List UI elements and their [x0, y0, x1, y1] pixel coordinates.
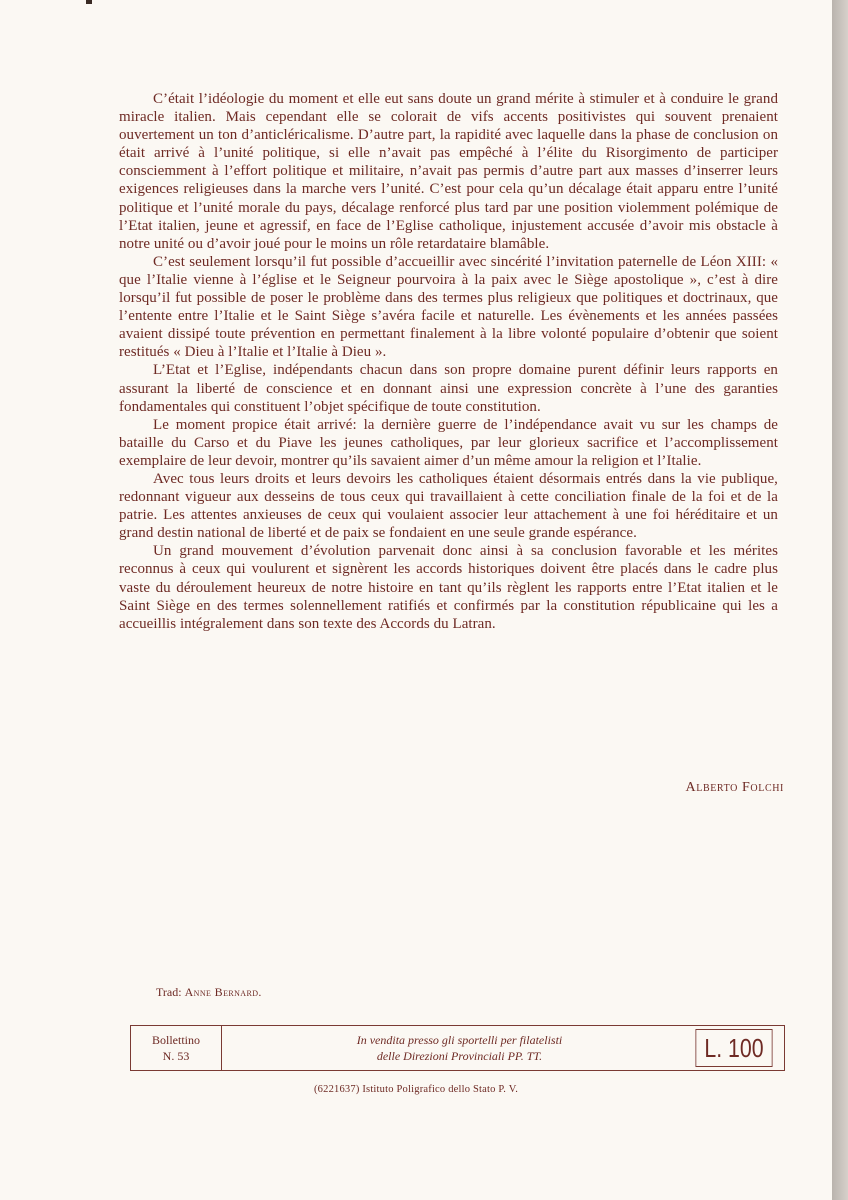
sale-info-line-2: delle Direzioni Provinciali PP. TT. [376, 1049, 543, 1063]
translator-name: Anne Bernard. [184, 985, 262, 999]
paragraph-6: Un grand mouvement d’évolution parvenait donc ainsi à sa conclusion favorable et les mérites reconnus à ceux qui voulurent et signèrent les accords historiques doivent être placés dans le cadre plus vaste du déroulement heureux de notre histoire en tant qu’ils règlent les rapports entre l’Etat italien et le Saint Siège en des termes solennellement ratifiés et confirmés par la constitution républicaine qui les a accueillis intégralement dans son texte des Accords du Latran. [119, 543, 778, 632]
footer-box [130, 1025, 785, 1071]
paragraph-4: Le moment propice était arrivé: la dernière guerre de l’indépendance avait vu sur les champs de bataille du Carso et du Piave les jeunes catholiques, par leur glorieux sacrifice et l’accomplissement exemplaire de leur devoir, montrer qu’ils savaient aimer d’un même amour la religion et l’Italie. [119, 416, 778, 469]
price-box: L. 100 [695, 1029, 772, 1067]
sale-info-line-1: In vendita presso gli sportelli per filatelisti [356, 1033, 563, 1047]
bulletin-number: N. 53 [162, 1049, 190, 1063]
translator-credit [156, 985, 262, 1000]
bulletin-label: Bollettino [152, 1033, 200, 1047]
sale-info-cell [222, 1026, 697, 1070]
paragraph-2: C’est seulement lorsqu’il fut possible d’accueillir avec sincérité l’invitation paternelle de Léon XIII: « que l’Italie vienne à l’église et le Seigneur pourvoira à la paix avec le Siège apostolique », c’est à dire lorsqu’il fut possible de poser le problème dans des termes plus religieux que politiques et doctrinaux, que l’entente entre l’Italie et le Saint Siège s’avéra facile et naturelle. Les évènements et les années passées avaient dissipé toute prévention en permettant finalement à la libre volonté populaire d’obtenir que soient restitués « Dieu à l’Italie et l’Italie à Dieu ». [119, 253, 778, 361]
paragraph-3: L’Etat et l’Eglise, indépendants chacun dans son propre domaine purent définir leurs rapports en assurant la liberté de conscience et en donnant ainsi une expression concrète à l’une des garanties fondamentales qui constituent l’objet spécifique de toute constitution. [119, 362, 778, 415]
bulletin-number-cell [131, 1026, 222, 1070]
page-edge-mark [86, 0, 92, 4]
paragraph-5: Avec tous leurs droits et leurs devoirs les catholiques étaient désormais entrés dans la vie publique, redonnant vigueur aux desseins de tous ceux qui travaillaient à cette conciliation finale de la foi et de la patrie. Les attentes anxieuses de ceux qui voulaient associer leur attachement à une foi héréditaire et un grand destin national de liberté et de paix se fondaient en une seule grande espérance. [119, 470, 778, 542]
printer-imprint: (6221637) Istituto Poligrafico dello Stato P. V. [313, 1084, 519, 1095]
background-edge [832, 0, 848, 1200]
paragraph-1: C’était l’idéologie du moment et elle eut sans doute un grand mérite à stimuler et à conduire le grand miracle italien. Mais cependant elle se colorait de vifs accents positivistes qui souvent prenaient ouvertement un ton d’anticléricalisme. D’autre part, la rapidité avec laquelle dans la phase de conclusion on était arrivé à l’unité politique, si elle n’avait pas empêché à l’élite du Risorgimento de participer consciemment à l’effort politique et militaire, n’avait pas permis d’autre part aux masses d’inserrer leurs exigences religieuses dans la marche vers l’unité. C’est pour cela qu’un décalage était apparu entre l’unité politique et l’unité morale du pays, décalage renforcé plus tard par une position violemment polémique de l’Etat italien, jeune et agressif, en face de l’Eglise catholique, injustement accusée d’avoir mis obstacle à notre unité ou d’avoir joué pour le moins un rôle retardataire blamâble. [119, 91, 778, 252]
article-body [119, 90, 778, 633]
translator-prefix: Trad: [156, 985, 182, 999]
author-signature: Alberto Folchi [685, 780, 784, 795]
